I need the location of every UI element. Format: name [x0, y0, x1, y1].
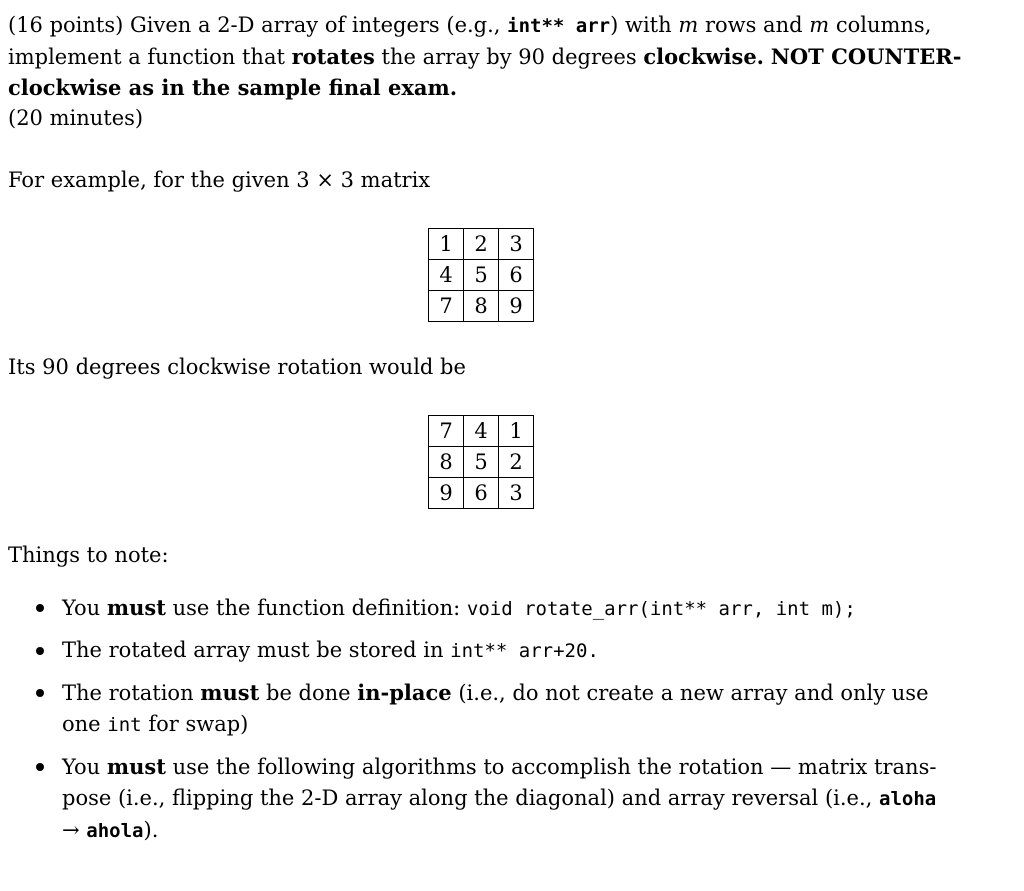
matrix-cell: 2: [464, 229, 499, 260]
matrix-cell: 6: [464, 478, 499, 509]
matrix-cell: 4: [464, 416, 499, 447]
matrix-row: [429, 229, 534, 260]
function-signature-code: void rotate_arr(int** arr, int m);: [466, 598, 856, 620]
var-m: m: [809, 13, 830, 37]
note-text: use the function definition:: [172, 596, 461, 620]
note-text: The rotated array must be stored in: [62, 638, 444, 662]
storage-code: int** arr+20.: [450, 640, 599, 662]
arr-type-code: int** arr: [507, 15, 611, 37]
notes-list: [34, 592, 994, 857]
rotated-matrix: [428, 415, 534, 509]
matrix-cell: 5: [464, 260, 499, 291]
matrix-row: [429, 478, 534, 509]
matrix-cell: 3: [499, 478, 534, 509]
note-text: be done: [266, 681, 351, 705]
note-text: pose (i.e., flipping the 2-D array along the diagonal) and array reversal (i.e.,: [62, 786, 873, 810]
emphasis-clockwise: clockwise.: [643, 44, 764, 69]
problem-line-2: [8, 41, 961, 73]
rotation-intro: Its 90 degrees clockwise rotation would be: [8, 355, 466, 379]
int-code: int: [107, 714, 142, 736]
intro-text: the array by 90 degrees: [381, 45, 637, 69]
list-item: [34, 592, 994, 625]
list-item: [34, 635, 994, 667]
example-intro: [8, 165, 430, 196]
intro-text: rows and: [704, 13, 803, 37]
list-item: [34, 677, 994, 741]
intro-text: 3 matrix: [340, 168, 431, 192]
matrix-cell: 2: [499, 447, 534, 478]
matrix-row: [429, 291, 534, 322]
var-m: m: [678, 13, 699, 37]
notes-heading: Things to note:: [8, 543, 169, 567]
matrix-row: [429, 260, 534, 291]
emphasis-rotates: rotates: [291, 44, 375, 69]
intro-text: For example, for the given 3: [8, 168, 310, 192]
original-matrix: [428, 228, 534, 322]
intro-text: columns,: [835, 13, 932, 37]
matrix-cell: 4: [429, 260, 464, 291]
matrix-cell: 1: [499, 416, 534, 447]
emphasis-must: must: [200, 680, 260, 705]
matrix-cell: 8: [429, 447, 464, 478]
matrix-cell: 7: [429, 416, 464, 447]
ahola-code: ahola: [86, 820, 144, 842]
intro-text: ) with: [610, 13, 672, 37]
matrix-cell: 9: [429, 478, 464, 509]
note-text: one: [62, 712, 101, 736]
note-text: You: [62, 755, 101, 779]
times-symbol: ×: [316, 168, 334, 192]
problem-line-3: clockwise as in the sample final exam.: [8, 75, 458, 100]
emphasis-must: must: [106, 754, 166, 779]
intro-text: implement a function that: [8, 45, 285, 69]
arrow-icon: →: [62, 818, 80, 842]
note-text: for swap): [148, 712, 249, 736]
matrix-cell: 5: [464, 447, 499, 478]
note-text: The rotation: [62, 681, 194, 705]
note-text: You: [62, 596, 101, 620]
note-text: use the following algorithms to accomplish the rotation — matrix trans-: [172, 755, 937, 779]
note-text: (i.e., do not create a new array and only use: [458, 681, 929, 705]
time-limit: (20 minutes): [8, 106, 144, 130]
matrix-row: [429, 447, 534, 478]
list-item: [34, 751, 994, 847]
matrix-cell: 6: [499, 260, 534, 291]
matrix-cell: 9: [499, 291, 534, 322]
problem-line-1: [8, 10, 931, 42]
intro-text: Given a 2-D array of integers (e.g.,: [130, 13, 501, 37]
aloha-code: aloha: [879, 788, 937, 810]
emphasis-must: must: [106, 595, 166, 620]
matrix-cell: 3: [499, 229, 534, 260]
points-label: (16 points): [8, 13, 124, 37]
matrix-row: [429, 416, 534, 447]
matrix-cell: 7: [429, 291, 464, 322]
note-text: ).: [143, 818, 159, 842]
matrix-cell: 1: [429, 229, 464, 260]
matrix-cell: 8: [464, 291, 499, 322]
emphasis-in-place: in-place: [357, 680, 452, 705]
emphasis-not-counter: NOT COUNTER-: [770, 44, 962, 69]
